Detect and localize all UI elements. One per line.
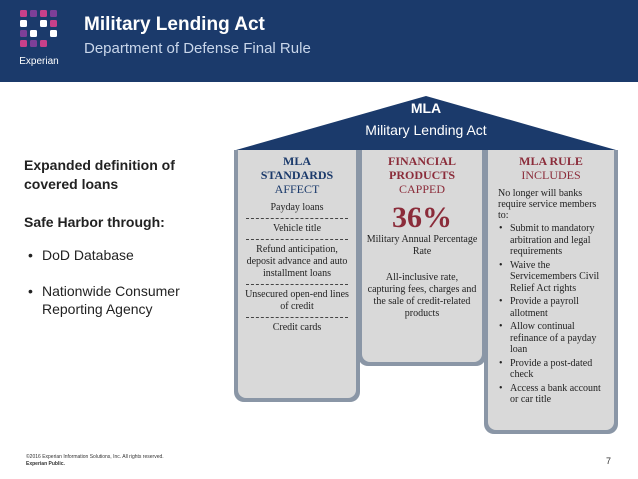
list-item: • Access a bank account or car title bbox=[498, 383, 608, 406]
column-products bbox=[362, 150, 482, 362]
header-bar bbox=[0, 0, 638, 82]
rule-intro: No longer will banks require service members to: bbox=[498, 188, 597, 221]
heading-line: AFFECT bbox=[274, 182, 320, 196]
safe-harbor-list bbox=[24, 246, 234, 318]
list-item: • Provide a post-dated check bbox=[498, 358, 608, 381]
column-standards bbox=[238, 150, 356, 398]
list-item: Vehicle title bbox=[272, 223, 322, 234]
experian-logo bbox=[10, 6, 68, 76]
classification-text: Experian Public. bbox=[26, 461, 65, 467]
heading-expanded-line1: Expanded definition of bbox=[24, 157, 175, 173]
page-subtitle: Department of Defense Final Rule bbox=[84, 40, 311, 57]
logo-text: Experian bbox=[19, 56, 59, 67]
list-item: • Nationwide Consumer Reporting Agency bbox=[24, 282, 234, 318]
list-item: Payday loans bbox=[270, 202, 324, 213]
list-item: Unsecured open-end lines of credit bbox=[245, 289, 349, 312]
list-item: Refund anticipation, deposit advance and auto installment loans bbox=[246, 244, 348, 279]
list-item: • Submit to mandatory arbitration and legal requirements bbox=[498, 223, 608, 258]
list-item: • Allow continual refinance of a payday loan bbox=[498, 321, 608, 356]
rate-label: Military Annual Percentage Rate bbox=[366, 234, 478, 257]
left-summary bbox=[24, 156, 234, 336]
heading-line: MLA RULE bbox=[519, 154, 583, 168]
divider bbox=[246, 218, 348, 219]
list-item: Credit cards bbox=[272, 322, 322, 333]
heading-line: CAPPED bbox=[398, 182, 445, 196]
page-title: Military Lending Act bbox=[84, 14, 265, 35]
heading-safe-harbor: Safe Harbor through: bbox=[24, 214, 165, 230]
column-rule bbox=[488, 150, 614, 430]
divider bbox=[246, 284, 348, 285]
divider bbox=[246, 239, 348, 240]
rule-list bbox=[488, 221, 614, 406]
footer bbox=[26, 454, 164, 468]
rate-note: All-inclusive rate, capturing fees, charges and the sale of credit-related products bbox=[367, 272, 477, 319]
heading-line: INCLUDES bbox=[521, 168, 581, 182]
heading-line: STANDARDS bbox=[260, 168, 334, 182]
heading-line: MLA bbox=[283, 154, 311, 168]
list-item: • Waive the Servicemembers Civil Relief Act rights bbox=[498, 260, 608, 295]
column-heading bbox=[362, 150, 482, 196]
list-item: • DoD Database bbox=[24, 246, 234, 264]
copyright-text: ©2016 Experian Information Solutions, Inc. All rights reserved. bbox=[26, 454, 164, 460]
heading-line: PRODUCTS bbox=[388, 168, 455, 182]
heading-line: FINANCIAL bbox=[387, 154, 456, 168]
page-number: 7 bbox=[606, 456, 612, 466]
logo-dots-icon bbox=[18, 8, 60, 50]
roof-subtitle: Military Lending Act bbox=[365, 122, 487, 138]
column-heading bbox=[488, 150, 614, 182]
column-heading bbox=[238, 150, 356, 196]
roof-title: MLA bbox=[410, 100, 442, 116]
list-item: • Provide a payroll allotment bbox=[498, 296, 608, 319]
divider bbox=[246, 317, 348, 318]
rate-value: 36% bbox=[392, 201, 452, 234]
heading-expanded-line2: covered loans bbox=[24, 176, 119, 192]
